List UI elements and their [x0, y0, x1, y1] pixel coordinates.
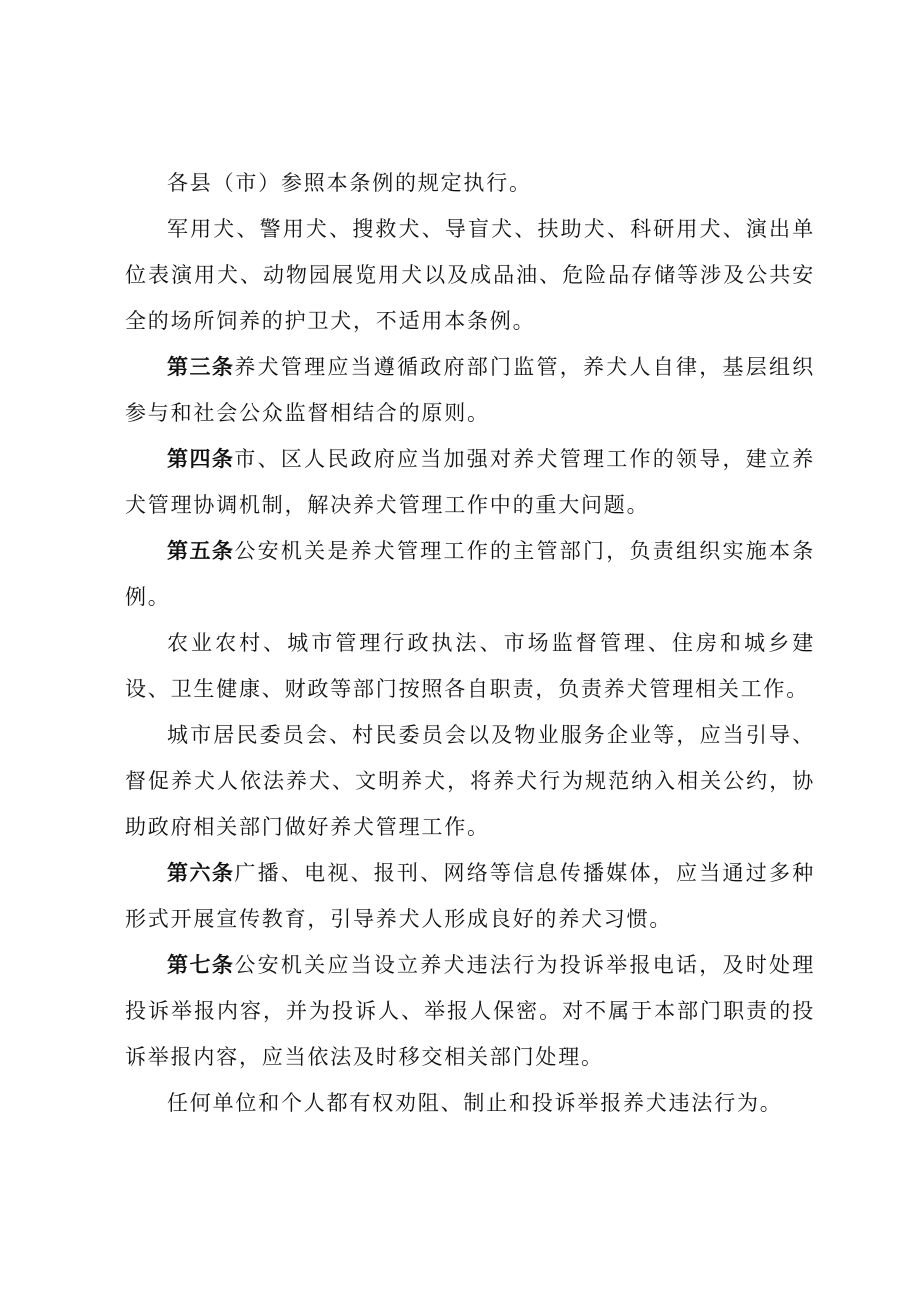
document-page: [125, 160, 815, 1126]
paragraph-article-3: [125, 344, 815, 436]
paragraph-text: 农业农村、城市管理行政执法、市场监督管理、住房和城乡建设、卫生健康、财政等部门按照各自职责，负责养犬管理相关工作。: [125, 631, 815, 701]
paragraph-report-right: [125, 1080, 815, 1126]
paragraph-article-7: [125, 942, 815, 1080]
paragraph-departments: [125, 620, 815, 712]
paragraph-article-4: [125, 436, 815, 528]
article-7-text: 公安机关应当设立养犬违法行为投诉举报电话，及时处理投诉举报内容，并为投诉人、举报人保密。对不属于本部门职责的投诉举报内容，应当依法及时移交相关部门处理。: [125, 953, 816, 1069]
article-6-heading: 第六条: [167, 861, 235, 885]
article-7-heading: 第七条: [167, 953, 235, 977]
paragraph-article-6: [125, 850, 815, 942]
paragraph-committees: [125, 712, 815, 850]
paragraph-county-scope: [125, 160, 815, 206]
paragraph-article-5: [125, 528, 815, 620]
article-3-text: 养犬管理应当遵循政府部门监管，养犬人自律，基层组织参与和社会公众监督相结合的原则。: [125, 355, 816, 425]
article-6-text: 广播、电视、报刊、网络等信息传播媒体，应当通过多种形式开展宣传教育，引导养犬人形成良好的养犬习惯。: [125, 861, 816, 931]
paragraph-text: 城市居民委员会、村民委员会以及物业服务企业等，应当引导、督促养犬人依法养犬、文明养犬，将养犬行为规范纳入相关公约，协助政府相关部门做好养犬管理工作。: [125, 723, 815, 839]
article-4-heading: 第四条: [167, 447, 235, 471]
paragraph-text: 各县（市）参照本条例的规定执行。: [167, 171, 532, 195]
paragraph-text: 军用犬、警用犬、搜救犬、导盲犬、扶助犬、科研用犬、演出单位表演用犬、动物园展览用犬以及成品油、危险品存储等涉及公共安全的场所饲养的护卫犬，不适用本条例。: [125, 217, 815, 333]
article-5-heading: 第五条: [167, 539, 235, 563]
article-4-text: 市、区人民政府应当加强对养犬管理工作的领导，建立养犬管理协调机制，解决养犬管理工作中的重大问题。: [125, 447, 816, 517]
paragraph-exempt-dogs: [125, 206, 815, 344]
article-3-heading: 第三条: [167, 355, 235, 379]
article-5-text: 公安机关是养犬管理工作的主管部门，负责组织实施本条例。: [125, 539, 816, 609]
paragraph-text: 任何单位和个人都有权劝阻、制止和投诉举报养犬违法行为。: [167, 1091, 783, 1115]
